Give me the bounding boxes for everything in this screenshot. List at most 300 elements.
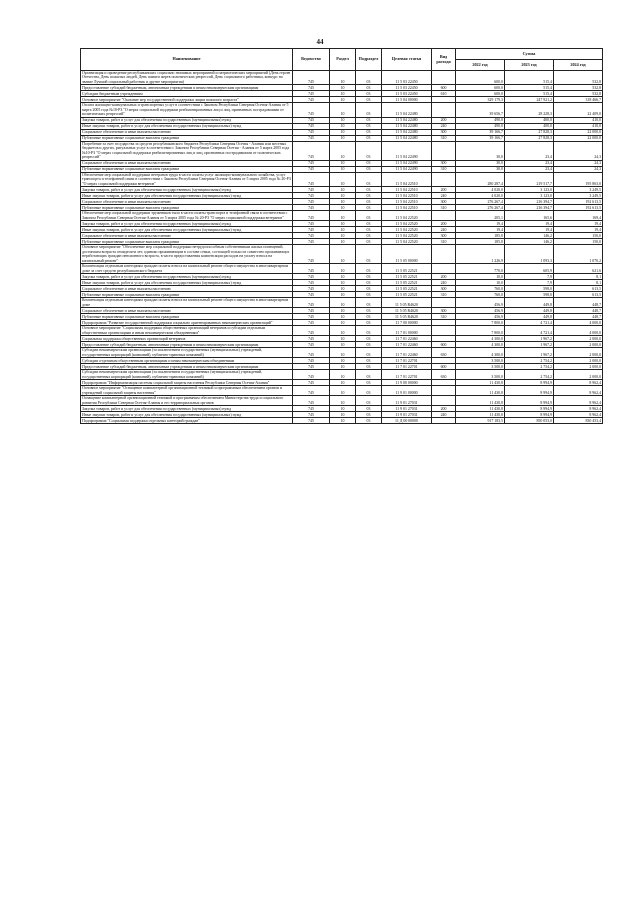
cell-target: 11 7 01 22460 [382, 348, 432, 358]
cell-name: Основное мероприятие "Оказание мер государственной поддержки лицам пожилого возраста" [81, 97, 293, 103]
cell-section: 10 [330, 320, 356, 326]
cell-target: 11 5 04 22490 [382, 160, 432, 166]
cell-2023: 449,8 [505, 308, 554, 314]
cell-subsection: 03 [356, 326, 382, 336]
cell-2024: 150,0 [554, 233, 603, 239]
cell-name: Иные закупки товаров, работ и услуг для обеспечения государственных (муниципальных) нужд [81, 123, 293, 129]
cell-2022: 19,4 [456, 227, 505, 233]
cell-section: 10 [330, 239, 356, 245]
cell-target: 11 5 04 22520 [382, 221, 432, 227]
cell-name: Публичные нормативные социальные выплаты гражданам [81, 292, 293, 298]
cell-2024: 169,4 [554, 211, 603, 221]
cell-target: 11 7 01 22460 [382, 342, 432, 348]
cell-target: 11 5 04 22490 [382, 141, 432, 160]
cell-2024: 150,0 [554, 239, 603, 245]
cell-ministry: 745 [293, 117, 330, 123]
cell-2023: 8 994,9 [505, 411, 554, 417]
cell-expense-type: 600 [432, 364, 456, 370]
cell-section: 10 [330, 326, 356, 336]
cell-target: 11 5 03 22450 [382, 85, 432, 91]
cell-subsection: 03 [356, 386, 382, 396]
cell-2022: 4 300,0 [456, 348, 505, 358]
cell-target: 11 5 05 22521 [382, 292, 432, 298]
cell-expense-type: 300 [432, 308, 456, 314]
cell-expense-type: 310 [432, 314, 456, 320]
cell-section: 10 [330, 380, 356, 386]
cell-2022: 280 287,4 [456, 172, 505, 186]
cell-2023: 23,4 [505, 160, 554, 166]
cell-2024: 2 000,0 [554, 348, 603, 358]
cell-target: 11 9 01 27031 [382, 396, 432, 406]
cell-2023: 400,0 [505, 123, 554, 129]
cell-2024: 613,5 [554, 286, 603, 292]
cell-2022: 11 430,8 [456, 380, 505, 386]
table-row [81, 386, 603, 396]
cell-2023: 449,8 [505, 314, 554, 320]
header-name: Наименование [81, 49, 293, 71]
cell-subsection: 03 [356, 129, 382, 135]
cell-2023: 2 754,2 [505, 358, 554, 364]
cell-name: Оснащение компьютерной организационной техникой и программным обеспечением Министерства труда и социального развития Республики Северная Осетия-Алания и его территориальных органов [81, 396, 293, 406]
cell-2022: 1 226,9 [456, 245, 505, 264]
cell-target: 11 5 05 R4620 [382, 314, 432, 320]
table-row [81, 103, 603, 117]
cell-2023: 515,4 [505, 71, 554, 85]
cell-2023: 4 721,4 [505, 326, 554, 336]
table-row [81, 245, 603, 264]
cell-2022: 11 430,8 [456, 396, 505, 406]
cell-2023: 515,4 [505, 91, 554, 97]
cell-expense-type: 310 [432, 135, 456, 141]
cell-2024: 2 000,0 [554, 358, 603, 364]
cell-2023: 1 093,3 [505, 245, 554, 264]
cell-target: 11 5 05 R4620 [382, 308, 432, 314]
cell-name: Социальная поддержка общественных организаций ветеранов [81, 336, 293, 342]
cell-name: Иные закупки товаров, работ и услуг для обеспечения государственных (муниципальных) нужд [81, 227, 293, 233]
cell-2022: 7 800,0 [456, 320, 505, 326]
cell-expense-type: 240 [432, 280, 456, 286]
cell-target: 11 5 05 22521 [382, 280, 432, 286]
cell-section: 10 [330, 193, 356, 199]
cell-section: 10 [330, 221, 356, 227]
cell-subsection: 03 [356, 364, 382, 370]
cell-2024: 2 000,0 [554, 336, 603, 342]
cell-section: 10 [330, 411, 356, 417]
cell-2022: 456,9 [456, 314, 505, 320]
table-row [81, 211, 603, 221]
cell-expense-type: 200 [432, 274, 456, 280]
cell-name: Основное мероприятие "Обеспечение мер социальной поддержки нетрудоспособным собственникам жилых помещений, достигшим возраста семидесяти лет, одиноко проживающим в составе семьи, состоящей только из совместно проживающих неработающих граждан пенсионного возраста, в части предоставления компенсации расходов на уплату взноса на капитальный ремонт" [81, 245, 293, 264]
cell-name: Основное мероприятие "Социальная поддержка общественных организаций ветеранов и субсидии отдельным общественным организациям и иным некоммерческим объединениям" [81, 326, 293, 336]
cell-2024: 22 409,0 [554, 103, 603, 117]
cell-subsection: 03 [356, 117, 382, 123]
cell-2022: 4 020,0 [456, 187, 505, 193]
cell-ministry: 745 [293, 85, 330, 91]
cell-2022: 39 166,7 [456, 135, 505, 141]
cell-2022: 329 179,3 [456, 97, 505, 103]
cell-2024: 195 863,0 [554, 172, 603, 186]
cell-ministry: 745 [293, 280, 330, 286]
cell-ministry: 745 [293, 193, 330, 199]
cell-2023: 28 228,3 [505, 103, 554, 117]
cell-name: Подпрограмма "Информатизация системы социальной защиты населения Республики Северная Осетия-Алания" [81, 380, 293, 386]
cell-2022: 276 267,4 [456, 199, 505, 205]
cell-2023: 4 721,4 [505, 320, 554, 326]
cell-2022: 490,0 [456, 123, 505, 129]
cell-expense-type: 240 [432, 193, 456, 199]
cell-2024: 22 000,0 [554, 135, 603, 141]
cell-ministry: 745 [293, 336, 330, 342]
cell-expense-type: 300 [432, 286, 456, 292]
cell-2023: 165,6 [505, 211, 554, 221]
cell-target: 11 5 05 R4620 [382, 298, 432, 308]
cell-2023: 23,4 [505, 166, 554, 172]
cell-subsection: 03 [356, 417, 382, 423]
cell-target: 11 5 04 22480 [382, 103, 432, 117]
cell-expense-type [432, 326, 456, 336]
cell-subsection: 03 [356, 205, 382, 211]
cell-2023: 219 517,7 [505, 172, 554, 186]
table-row [81, 264, 603, 274]
cell-ministry: 745 [293, 358, 330, 364]
cell-name: Иные закупки товаров, работ и услуг для обеспечения государственных (муниципальных) нужд [81, 193, 293, 199]
cell-2023: 8 994,9 [505, 380, 554, 386]
cell-ministry: 745 [293, 380, 330, 386]
cell-expense-type: 600 [432, 342, 456, 348]
cell-subsection: 03 [356, 380, 382, 386]
cell-subsection: 03 [356, 358, 382, 364]
cell-ministry: 745 [293, 286, 330, 292]
cell-expense-type: 610 [432, 91, 456, 97]
cell-name: Обеспечение мер социальной поддержки тружеников тыла в части оплаты транспорта и телефонной связи в соответствии с Законом Республики Северная Осетия-Алания от 5 марта 2005 года № 20-РЗ "О мерах социальной поддержки ветеранов" [81, 211, 293, 221]
cell-target: 11 5 04 22520 [382, 227, 432, 233]
cell-2023: 7,9 [505, 274, 554, 280]
cell-expense-type: 300 [432, 233, 456, 239]
cell-2023: 2 754,2 [505, 370, 554, 380]
cell-2022: 10,0 [456, 280, 505, 286]
cell-expense-type: 200 [432, 187, 456, 193]
cell-section: 10 [330, 314, 356, 320]
cell-target: 11 5 04 22510 [382, 172, 432, 186]
cell-subsection: 03 [356, 172, 382, 186]
cell-section: 10 [330, 405, 356, 411]
cell-ministry: 745 [293, 172, 330, 186]
cell-2022: 19,4 [456, 221, 505, 227]
cell-2024: 8 962,4 [554, 380, 603, 386]
cell-ministry: 745 [293, 308, 330, 314]
cell-section: 10 [330, 187, 356, 193]
cell-target: 11 5 04 22490 [382, 166, 432, 172]
cell-name: Подпрограмма "Социальная поддержка отдельных категорий граждан" [81, 417, 293, 423]
cell-2024: 192 613,5 [554, 205, 603, 211]
cell-ministry: 745 [293, 239, 330, 245]
cell-ministry: 745 [293, 160, 330, 166]
cell-ministry: 745 [293, 199, 330, 205]
cell-2023: 247 921,2 [505, 97, 554, 103]
cell-2023: 598,0 [505, 286, 554, 292]
cell-name: Погребение за счет государства за средств республиканского бюджета Республики Северная Осетия - Алания или местных бюджетов и других, ритуальных услуг в соответствии с Законом Республики Северная Осетия - Алания от 5 марта 2005 года №10-РЗ "О мерах социальной поддержки реабилитированных лиц и лиц, признанных пострадавшими от политических репрессий" [81, 141, 293, 160]
cell-expense-type: 310 [432, 205, 456, 211]
cell-subsection: 03 [356, 71, 382, 85]
cell-2022: 39 166,7 [456, 129, 505, 135]
cell-2022: 10,0 [456, 274, 505, 280]
cell-subsection: 03 [356, 233, 382, 239]
cell-expense-type [432, 141, 456, 160]
cell-ministry: 745 [293, 227, 330, 233]
cell-2023: 146,2 [505, 233, 554, 239]
cell-2024: 532,8 [554, 85, 603, 91]
cell-2022: 3 500,0 [456, 364, 505, 370]
cell-expense-type [432, 298, 456, 308]
cell-subsection: 03 [356, 141, 382, 160]
cell-subsection: 03 [356, 123, 382, 129]
cell-section: 10 [330, 172, 356, 186]
cell-ministry: 745 [293, 91, 330, 97]
cell-2022: 39 656,7 [456, 103, 505, 117]
header-expense-type: Вид расхода [432, 49, 456, 71]
cell-2023: 3 123,0 [505, 193, 554, 199]
cell-2022: 205,1 [456, 211, 505, 221]
cell-target: 11 7 01 22460 [382, 336, 432, 342]
header-target: Целевая статья [382, 49, 432, 71]
cell-subsection: 03 [356, 199, 382, 205]
cell-ministry: 745 [293, 292, 330, 298]
cell-2024: 8 962,4 [554, 386, 603, 396]
cell-ministry: 745 [293, 396, 330, 406]
cell-2022: 760,0 [456, 292, 505, 298]
cell-section: 10 [330, 342, 356, 348]
cell-target: 11 5 05 22521 [382, 264, 432, 274]
cell-2024: 4 000,0 [554, 326, 603, 336]
cell-name: Закупка товаров, работ и услуг для обеспечения государственных (муниципальных) нужд [81, 274, 293, 280]
header-ministry: Ведомство [293, 49, 330, 71]
cell-ministry: 745 [293, 411, 330, 417]
cell-2023: 27 828,3 [505, 135, 554, 141]
cell-2023: 23,4 [505, 141, 554, 160]
cell-ministry: 745 [293, 205, 330, 211]
cell-name: Организация и проведение республиканских социально значимых мероприятий и патриотических мероприятий (День героев Отечества, День пожилых людей, День памяти жертв политических репрессий, День социального работника, конкурс на звание Лучший социальный работник и другие мероприятия) [81, 71, 293, 85]
table-row [81, 348, 603, 358]
cell-expense-type: 240 [432, 227, 456, 233]
cell-name: Социальное обеспечение и иные выплаты населению [81, 129, 293, 135]
cell-target: 11 5 03 22450 [382, 71, 432, 85]
cell-ministry: 745 [293, 141, 330, 160]
cell-name: Оплата жилищно-коммунальных и транспортных услуг в соответствии с Законом Республики Северная Осетия-Алания от 5 марта 2005 года №10-РЗ "О мерах социальной поддержки реабилитированных лиц и лиц, признанных пострадавшими от политических репрессий" [81, 103, 293, 117]
cell-expense-type [432, 211, 456, 221]
cell-2024: 410,0 [554, 117, 603, 123]
cell-section: 10 [330, 117, 356, 123]
cell-ministry: 745 [293, 348, 330, 358]
cell-2022: 7 800,0 [456, 326, 505, 336]
cell-ministry: 745 [293, 274, 330, 280]
cell-section: 10 [330, 205, 356, 211]
table-row [81, 71, 603, 85]
cell-ministry: 745 [293, 135, 330, 141]
cell-ministry: 745 [293, 123, 330, 129]
cell-expense-type: 240 [432, 411, 456, 417]
cell-target: 11 9 01 00000 [382, 386, 432, 396]
cell-target: 11 5 05 22521 [382, 274, 432, 280]
cell-expense-type: 200 [432, 117, 456, 123]
cell-section: 10 [330, 245, 356, 264]
cell-target: 11 7 00 00000 [382, 320, 432, 326]
cell-ministry: 745 [293, 71, 330, 85]
cell-2022: 456,9 [456, 298, 505, 308]
cell-subsection: 03 [356, 227, 382, 233]
cell-subsection: 03 [356, 103, 382, 117]
cell-2023: 19,4 [505, 221, 554, 227]
cell-2023: 8 994,9 [505, 386, 554, 396]
cell-expense-type [432, 386, 456, 396]
cell-subsection: 03 [356, 193, 382, 199]
cell-2022: 4 300,0 [456, 336, 505, 342]
cell-target: 11 9 01 27031 [382, 411, 432, 417]
cell-2022: 11 430,8 [456, 411, 505, 417]
cell-ministry: 745 [293, 342, 330, 348]
cell-section: 10 [330, 91, 356, 97]
cell-subsection: 03 [356, 298, 382, 308]
cell-expense-type [432, 172, 456, 186]
cell-ministry: 745 [293, 326, 330, 336]
cell-2024: 8 962,4 [554, 405, 603, 411]
cell-expense-type [432, 417, 456, 423]
cell-ministry: 745 [293, 211, 330, 221]
cell-2024: 19,4 [554, 227, 603, 233]
cell-name: Публичные нормативные социальные выплаты гражданам [81, 314, 293, 320]
table-row [81, 298, 603, 308]
cell-2024: 4 000,0 [554, 320, 603, 326]
cell-2024: 22 000,0 [554, 129, 603, 135]
cell-2023: 7,9 [505, 280, 554, 286]
cell-2023: 1 967,2 [505, 342, 554, 348]
cell-target: 11 5 04 22510 [382, 205, 432, 211]
cell-2022: 3 500,0 [456, 370, 505, 380]
cell-subsection: 03 [356, 320, 382, 326]
cell-2024: 2 000,0 [554, 370, 603, 380]
page-number: 44 [316, 38, 324, 46]
cell-2024: 8 962,4 [554, 411, 603, 417]
header-2022: 2022 год [456, 60, 505, 71]
cell-target: 11 5 05 22521 [382, 286, 432, 292]
cell-section: 10 [330, 160, 356, 166]
cell-2022: 600,0 [456, 71, 505, 85]
cell-2022: 490,0 [456, 117, 505, 123]
cell-expense-type [432, 71, 456, 85]
cell-name: Социальное обеспечение и иные выплаты населению [81, 233, 293, 239]
cell-section: 10 [330, 286, 356, 292]
cell-name: Закупка товаров, работ и услуг для обеспечения государственных (муниципальных) нужд [81, 187, 293, 193]
cell-target: 11 5 05 00000 [382, 245, 432, 264]
cell-ministry: 745 [293, 97, 330, 103]
cell-ministry: 745 [293, 129, 330, 135]
cell-name: Публичные нормативные социальные выплаты гражданам [81, 135, 293, 141]
cell-2024: 8,1 [554, 280, 603, 286]
cell-2022: 4 020,0 [456, 193, 505, 199]
header-2024: 2024 год [554, 60, 603, 71]
cell-target: 11 5 04 00000 [382, 97, 432, 103]
cell-target: 11 5 03 22450 [382, 91, 432, 97]
cell-target: 11 5 04 22520 [382, 233, 432, 239]
cell-section: 10 [330, 358, 356, 364]
cell-ministry: 745 [293, 405, 330, 411]
table-row [81, 172, 603, 186]
cell-ministry: 745 [293, 314, 330, 320]
cell-expense-type: 630 [432, 370, 456, 380]
cell-2023: 216 394,7 [505, 205, 554, 211]
table-header [81, 49, 603, 71]
cell-2024: 3 249,5 [554, 193, 603, 199]
cell-2022: 185,8 [456, 233, 505, 239]
cell-section: 10 [330, 280, 356, 286]
cell-ministry: 745 [293, 233, 330, 239]
budget-table [80, 48, 603, 424]
cell-target: 11 7 01 22701 [382, 370, 432, 380]
cell-2023: 605,9 [505, 264, 554, 274]
cell-expense-type: 310 [432, 166, 456, 172]
cell-ministry: 745 [293, 187, 330, 193]
cell-subsection: 03 [356, 160, 382, 166]
cell-section: 10 [330, 135, 356, 141]
cell-2022: 600,0 [456, 85, 505, 91]
cell-2024: 8 962,4 [554, 396, 603, 406]
cell-section: 10 [330, 227, 356, 233]
cell-2023: 515,4 [505, 85, 554, 91]
cell-name: Социальное обеспечение и иные выплаты населению [81, 160, 293, 166]
cell-section: 10 [330, 396, 356, 406]
cell-section: 10 [330, 233, 356, 239]
cell-2023: 449,8 [505, 298, 554, 308]
cell-subsection: 03 [356, 166, 382, 172]
cell-subsection: 03 [356, 85, 382, 91]
cell-2022: 30,0 [456, 141, 505, 160]
cell-2022: 11 430,8 [456, 386, 505, 396]
cell-target: 11 5 04 22480 [382, 135, 432, 141]
cell-subsection: 03 [356, 348, 382, 358]
cell-2022: 30,0 [456, 160, 505, 166]
cell-ministry: 745 [293, 264, 330, 274]
cell-2024: 318 466,7 [554, 97, 603, 103]
cell-section: 10 [330, 292, 356, 298]
cell-name: Публичные нормативные социальные выплаты гражданам [81, 166, 293, 172]
cell-subsection: 03 [356, 308, 382, 314]
cell-ministry: 745 [293, 103, 330, 117]
cell-section: 10 [330, 336, 356, 342]
cell-section: 10 [330, 364, 356, 370]
cell-name: Социальное обеспечение и иные выплаты населению [81, 286, 293, 292]
cell-2024: 410,0 [554, 123, 603, 129]
cell-2023: 8 994,9 [505, 405, 554, 411]
cell-expense-type: 200 [432, 221, 456, 227]
cell-name: Публичные нормативные социальные выплаты гражданам [81, 205, 293, 211]
cell-section: 10 [330, 141, 356, 160]
cell-target: 11 5 04 22510 [382, 193, 432, 199]
cell-section: 10 [330, 103, 356, 117]
cell-2024: 24,3 [554, 166, 603, 172]
table-row [81, 326, 603, 336]
header-section: Раздел [330, 49, 356, 71]
cell-expense-type [432, 245, 456, 264]
cell-2024: 532,8 [554, 91, 603, 97]
cell-section: 10 [330, 264, 356, 274]
cell-ministry: 745 [293, 370, 330, 380]
cell-section: 10 [330, 85, 356, 91]
cell-ministry: 745 [293, 166, 330, 172]
cell-ministry: 745 [293, 386, 330, 396]
header-subsection: Подраздел [356, 49, 382, 71]
table-row [81, 370, 603, 380]
cell-ministry: 745 [293, 417, 330, 423]
cell-target: 11 9 00 00000 [382, 380, 432, 386]
